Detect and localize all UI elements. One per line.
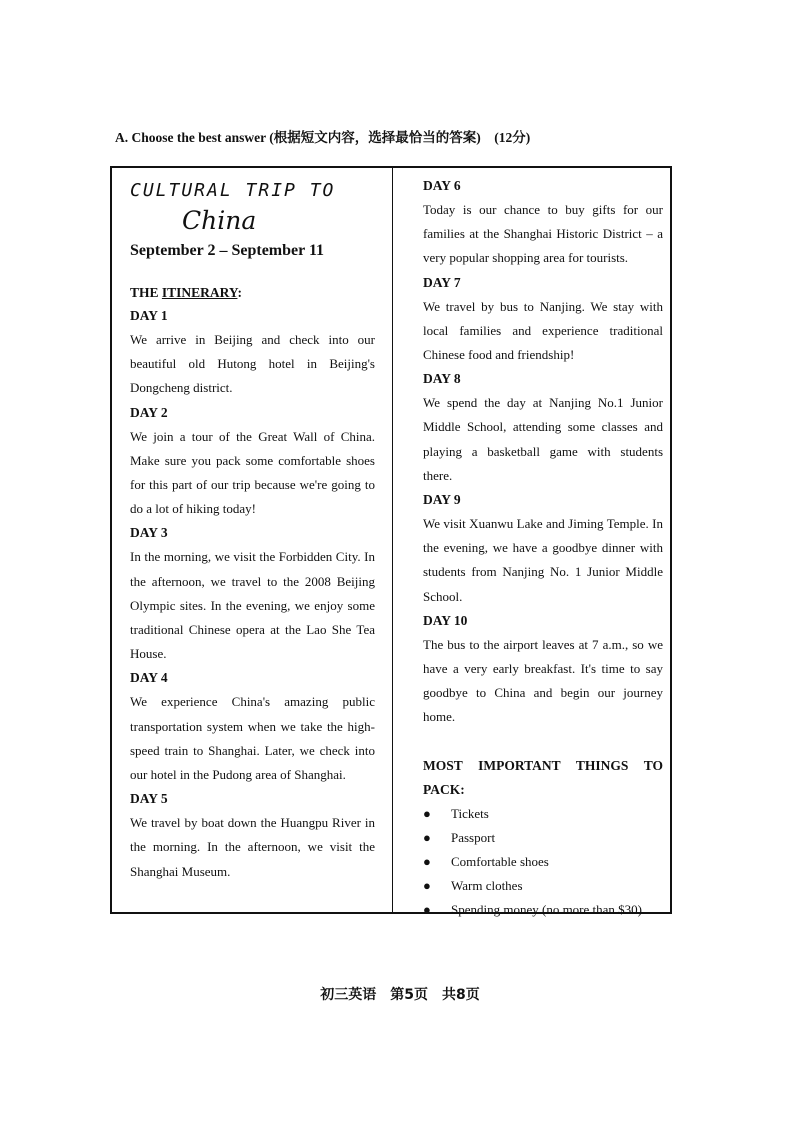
title-line-2: China (182, 206, 257, 235)
list-item (423, 850, 663, 874)
pack-list (423, 802, 663, 922)
day-block (130, 521, 375, 666)
pack-item-text: Warm clothes (451, 877, 523, 893)
day-text: We travel by boat down the Huangpu River in the morning. In the afternoon, we visit the Shanghai Museum. (130, 815, 375, 879)
list-item (423, 802, 663, 826)
bullet-icon: ● (423, 901, 431, 917)
day-text: In the morning, we visit the Forbidden City. In the afternoon, we travel to the 2008 Beijing Olympic sites. In the evening, we enjoy some traditional Chinese opera at the Lao She Tea House. (130, 549, 375, 662)
bullet-icon: ● (423, 853, 431, 869)
itinerary-heading-suffix: : (237, 285, 242, 300)
day-block (423, 174, 663, 271)
title-line-1: CULTURAL TRIP TO (130, 180, 336, 201)
day-label: DAY 2 (130, 404, 168, 420)
day-block (423, 271, 663, 368)
itinerary-heading-prefix: THE (130, 285, 162, 300)
pack-item-text: Tickets (451, 805, 489, 821)
trip-dates: September 2 – September 11 (130, 242, 325, 259)
itinerary-box (110, 166, 672, 917)
day-text: We travel by bus to Nanjing. We stay with local families and experience traditional Chinese food and friendship! (423, 298, 663, 363)
day-text: Today is our chance to buy gifts for our families at the Shanghai Historic District – a very popular shopping area for tourists. (423, 202, 663, 266)
pack-heading: MOST IMPORTANT THINGS TO PACK: (423, 757, 663, 797)
day-text: We arrive in Beijing and check into our beautiful old Hutong hotel in Beijing's Dongcheng district. (130, 332, 375, 396)
day-block (130, 304, 375, 401)
day-text: We join a tour of the Great Wall of China. Make sure you pack some comfortable shoes for this part of our trip because we're going to do a lot of hiking today! (130, 428, 375, 517)
day-label: DAY 10 (423, 612, 468, 628)
day-block (423, 367, 663, 488)
list-item (423, 898, 663, 922)
itinerary-heading (130, 282, 375, 304)
column-divider (392, 168, 393, 912)
day-block (423, 609, 663, 730)
day-label: DAY 5 (130, 791, 168, 807)
bullet-icon: ● (423, 829, 431, 845)
pack-item-text: Spending money (no more than $30) (451, 901, 642, 917)
day-block (423, 488, 663, 609)
day-text: The bus to the airport leaves at 7 a.m., so we have a very early breakfast. It's time to say goodbye to China and begin our journey home. (423, 636, 663, 725)
bullet-icon: ● (423, 877, 431, 893)
pack-item-text: Passport (451, 829, 496, 845)
list-item (423, 826, 663, 850)
pack-item-text: Comfortable shoes (451, 853, 549, 869)
day-label: DAY 1 (130, 308, 168, 323)
day-label: DAY 6 (423, 178, 461, 193)
day-label: DAY 4 (130, 670, 168, 686)
day-block (130, 787, 375, 884)
day-label: DAY 7 (423, 274, 461, 290)
day-block (130, 666, 375, 787)
itinerary-heading-word: ITINERARY (161, 285, 238, 300)
left-column (130, 178, 375, 884)
page-footer: 初三英语 第5页 共8页 (320, 987, 480, 1003)
day-label: DAY 9 (423, 492, 461, 508)
day-text: We visit Xuanwu Lake and Jiming Temple. In the evening, we have a goodbye dinner with students from Nanjing No. 1 Junior Middle School. (423, 516, 663, 604)
day-label: DAY 3 (130, 525, 168, 541)
bullet-icon: ● (423, 805, 431, 821)
right-column (423, 174, 663, 922)
section-instruction: A. Choose the best answer (根据短文内容，选择最恰当的答案) (12分) (115, 130, 531, 145)
day-text: We experience China's amazing public transportation system when we take the high-speed train to Shanghai. Later, we check into our hotel in the Pudong area of Shanghai. (130, 694, 375, 783)
day-block (130, 401, 375, 522)
day-label: DAY 8 (423, 371, 461, 387)
list-item (423, 874, 663, 898)
day-text: We spend the day at Nanjing No.1 Junior Middle School, attending some classes and playing a basketball game with students there. (423, 395, 663, 483)
